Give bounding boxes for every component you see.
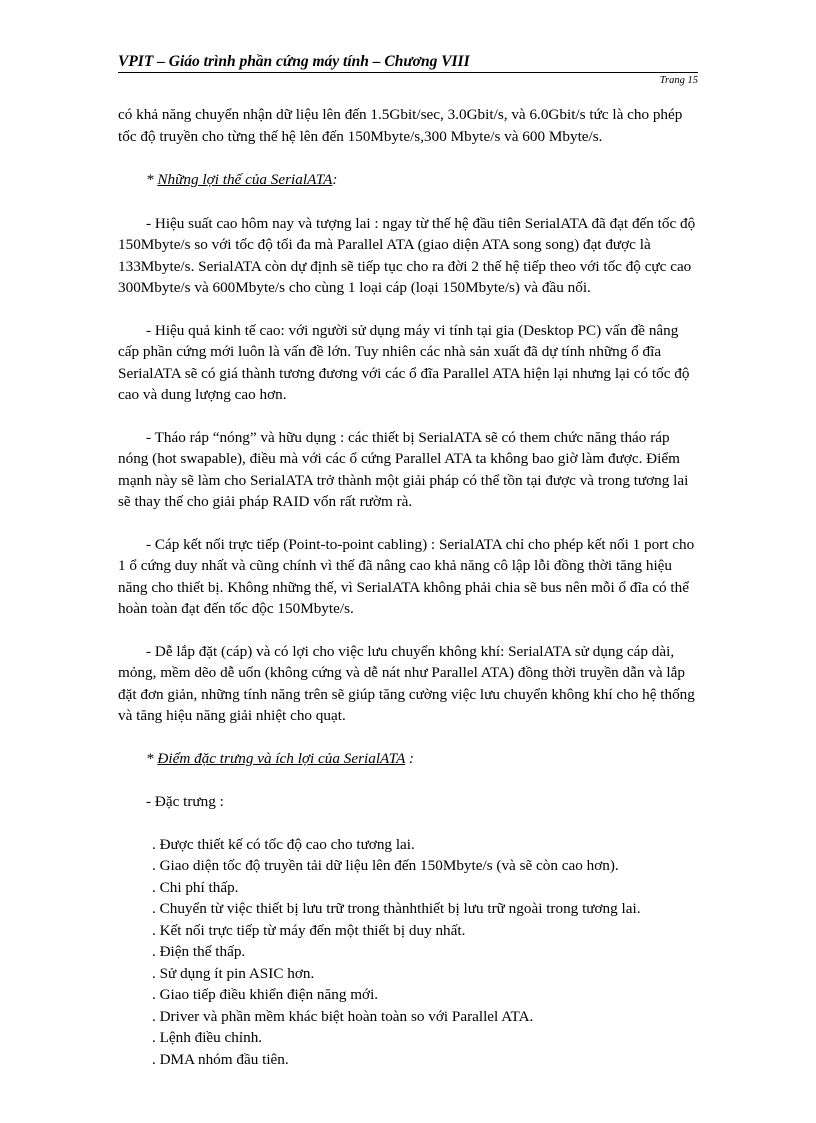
list-item: . Lệnh điều chỉnh.: [152, 1029, 263, 1046]
features-heading-prefix: *: [146, 749, 158, 767]
advantages-heading: [118, 169, 698, 191]
advantages-heading-suffix: :: [332, 171, 338, 188]
document-body: [118, 104, 698, 1070]
advantage-paragraph-economy: - Hiệu quả kinh tế cao: với người sử dụng máy vi tính tại gia (Desktop PC) vấn đề nâng cấp phần cứng mới luôn là vấn đề lớn. Tuy nhiên các nhà sản xuất đã dự tính những ổ đĩa SerialATA sẽ có giá thành tương đương với các ổ đĩa Parallel ATA hiện lại nhưng lại có tốc độ cao và dung lượng cao hơn.: [118, 321, 690, 403]
list-item: . Điện thế thấp.: [152, 943, 246, 960]
list-item: . DMA nhóm đầu tiên.: [152, 1050, 289, 1068]
advantage-paragraph-cabling: - Dễ lắp đặt (cáp) và có lợi cho việc lưu chuyển không khí: SerialATA sử dụng cáp dài, mỏng, mềm dẽo dễ uốn (không cứng và dễ nát như Parallel ATA) đồng thời truyền dẫn và lắp đặt đơn giản, những tính năng trên sẽ giúp tăng cường việc lưu chuyển không khí cho hệ thống và tăng hiệu năng giải nhiệt cho quạt.: [118, 642, 695, 724]
header-divider: [118, 72, 698, 73]
document-page: [118, 0, 698, 1123]
page-header: [118, 52, 698, 86]
list-item: . Chuyển từ việc thiết bị lưu trữ trong thànhthiết bị lưu trữ ngoài trong tương lai.: [152, 900, 641, 917]
advantage-paragraph-hot-swap: - Tháo ráp “nóng” và hữu dụng : các thiết bị SerialATA sẽ có them chức năng tháo ráp nóng (hot swapable), điều mà với các ổ cứng Parallel ATA ta không bao giờ làm được. Điểm mạnh này sẽ làm cho SerialATA trở thành một giải pháp có thể tồn tại được và trong tương lai sẽ thay thế cho giải pháp RAID vốn rất rườm rà.: [118, 428, 689, 510]
features-heading-suffix: :: [405, 749, 414, 767]
list-item: . Chi phí thấp.: [152, 878, 239, 896]
features-heading: [118, 748, 698, 770]
intro-paragraph: có khả năng chuyển nhận dữ liệu lên đến 1.5Gbit/sec, 3.0Gbit/s, và 6.0Gbit/s tức là cho phép tốc độ truyền cho từng thế hệ lên đến 150Mbyte/s,300 Mbyte/s và 600 Mbyte/s.: [118, 106, 683, 145]
list-item: . Giao diện tốc độ truyền tải dữ liệu lên đến 150Mbyte/s (và sẽ còn cao hơn).: [152, 857, 619, 874]
list-item: . Được thiết kế có tốc độ cao cho tương lai.: [152, 835, 415, 853]
advantages-heading-title: Những lợi thế của SerialATA: [157, 171, 333, 188]
advantages-heading-prefix: *: [146, 171, 158, 188]
advantage-paragraph-point-to-point: - Cáp kết nối trực tiếp (Point-to-point cabling) : SerialATA chỉ cho phép kết nối 1 port cho 1 ổ cứng duy nhất và cũng chính vì thế đã nâng cao khả năng cô lập lỗi đồng thời tăng hiệu năng cho thiết bị. Không những thế, vì SerialATA không phải chia sẽ bus nên mỗi ổ đĩa có thể hoàn toàn đạt đến tốc độc 150Mbyte/s.: [118, 535, 695, 617]
header-title: VPIT – Giáo trình phần cứng máy tính – Chương VIII: [118, 53, 470, 70]
page-number: Trang 15: [659, 75, 698, 86]
advantage-paragraph-performance: - Hiệu suất cao hôm nay và tượng lai : ngay từ thế hệ đầu tiên SerialATA đã đạt đến tốc độ 150Mbyte/s so với tốc độ tối đa mà Parallel ATA (giao diện ATA song song) đạt được là 133Mbyte/s. SerialATA còn dự định sẽ tiếp tục cho ra đời 2 thế hệ tiếp theo với tốc độ cực cao 300Mbyte/s và 600Mbyte/s cho cùng 1 loại cáp (loại 150Mbyte/s) và đầu nối.: [118, 214, 696, 296]
features-heading-title: Điểm đặc trưng và ích lợi của SerialATA: [157, 749, 406, 767]
list-item: . Giao tiếp điều khiển điện năng mới.: [152, 986, 379, 1003]
list-item: . Sử dụng ít pin ASIC hơn.: [152, 964, 315, 982]
list-item: . Driver và phần mềm khác biệt hoàn toàn so với Parallel ATA.: [152, 1007, 534, 1025]
list-item: . Kết nối trực tiếp từ máy đến một thiết bị duy nhất.: [152, 921, 466, 939]
features-label: - Đặc trưng :: [146, 793, 224, 810]
features-list: [118, 834, 698, 1071]
